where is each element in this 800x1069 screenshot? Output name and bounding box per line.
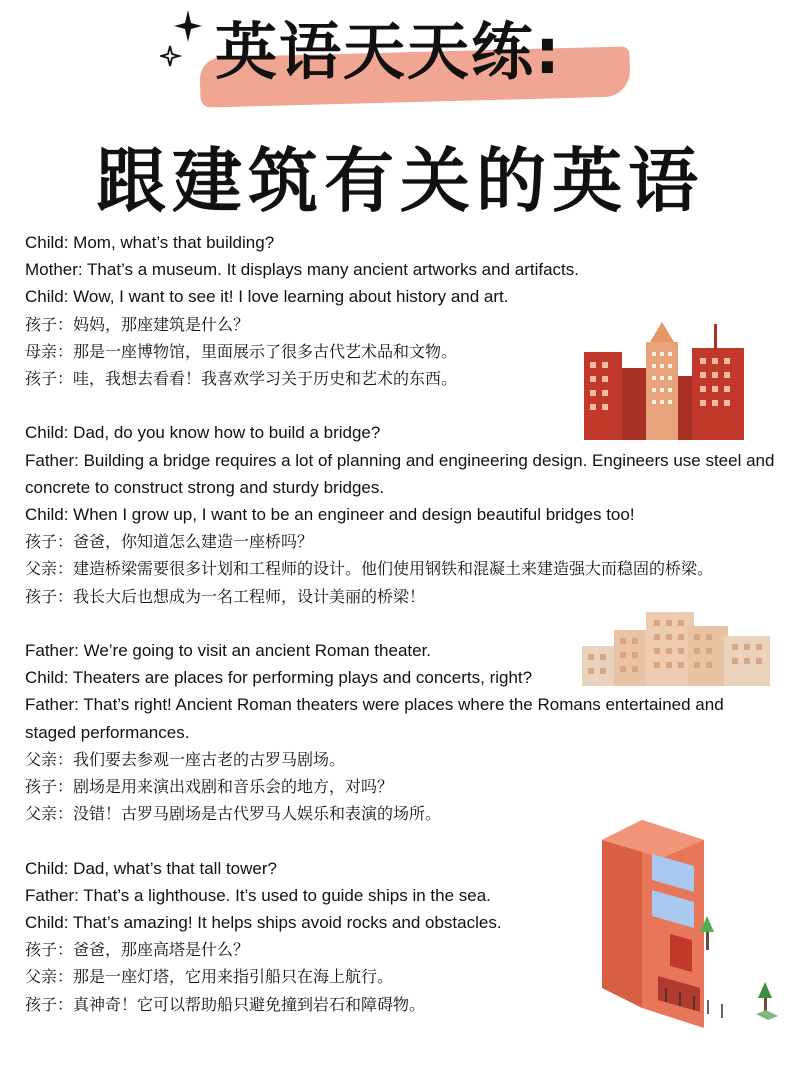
dialogue-line: Child: Dad, do you know how to build a bridge?	[25, 423, 381, 443]
dialogue-line: 父亲：没错！古罗马剧场是古代罗马人娱乐和表演的场所。	[25, 804, 442, 824]
dialogue-line: Child: Theaters are places for performing plays and concerts, right?	[25, 668, 533, 688]
city-skyline-icon	[580, 318, 750, 440]
dialogue-line: Father: We’re going to visit an ancient Roman theater.	[25, 641, 432, 661]
dialogue-line: Mother: That’s a museum. It displays many ancient artworks and artifacts.	[25, 260, 579, 280]
page-title-line1: 英语天天练:	[215, 15, 562, 88]
dialogue-line: 父亲：那是一座灯塔，它用来指引船只在海上航行。	[25, 967, 394, 987]
dialogue-line: 母亲：那是一座博物馆，里面展示了很多古代艺术品和文物。	[25, 341, 458, 361]
dialogue-line: 孩子：真神奇！它可以帮助船只避免撞到岩石和障碍物。	[25, 994, 426, 1014]
dialogue-bridge	[25, 419, 775, 609]
dialogue-line: 父亲：我们要去参观一座古老的古罗马剧场。	[25, 749, 346, 769]
apartment-buildings-icon	[580, 606, 776, 686]
dialogue-line: 父亲：建造桥梁需要很多计划和工程师的设计。他们使用钢铁和混凝土来建造强大而稳固的桥梁。	[25, 559, 714, 579]
dialogue-line: Child: That’s amazing! It helps ships avoid rocks and obstacles.	[25, 913, 502, 933]
dialogue-line: 孩子：爸爸，你知道怎么建造一座桥吗？	[25, 532, 314, 552]
dialogue-line: Father: That’s right! Ancient Roman theaters were places where the Romans entertained and staged performances.	[25, 695, 724, 742]
title-area	[0, 0, 800, 230]
dialogue-line: 孩子：剧场是用来演出戏剧和音乐会的地方，对吗？	[25, 777, 394, 797]
dialogue-line: Father: That’s a lighthouse. It’s used to guide ships in the sea.	[25, 885, 491, 905]
dialogue-line: 孩子：爸爸，那座高塔是什么？	[25, 940, 250, 960]
dialogue-line: Child: Wow, I want to see it! I love learning about history and art.	[25, 287, 509, 307]
dialogue-line: 孩子：我长大后也想成为一名工程师，设计美丽的桥梁！	[25, 586, 426, 606]
dialogue-line: Child: When I grow up, I want to be an engineer and design beautiful bridges too!	[25, 505, 635, 525]
dialogue-line: Child: Mom, what’s that building?	[25, 233, 275, 252]
dialogue-line: 孩子：哇，我想去看看！我喜欢学习关于历史和艺术的东西。	[25, 369, 458, 389]
dialogue-line: Father: Building a bridge requires a lot of planning and engineering design. Engineers use steel and concrete to construct strong and sturdy bridges.	[25, 450, 775, 497]
tall-building-icon	[596, 800, 786, 1032]
sparkle-icon	[160, 8, 204, 70]
page-title-line2: 跟建筑有关的英语	[96, 140, 704, 222]
dialogue-line: 孩子：妈妈，那座建筑是什么？	[25, 314, 250, 334]
dialogue-line: Child: Dad, what’s that tall tower?	[25, 858, 277, 878]
